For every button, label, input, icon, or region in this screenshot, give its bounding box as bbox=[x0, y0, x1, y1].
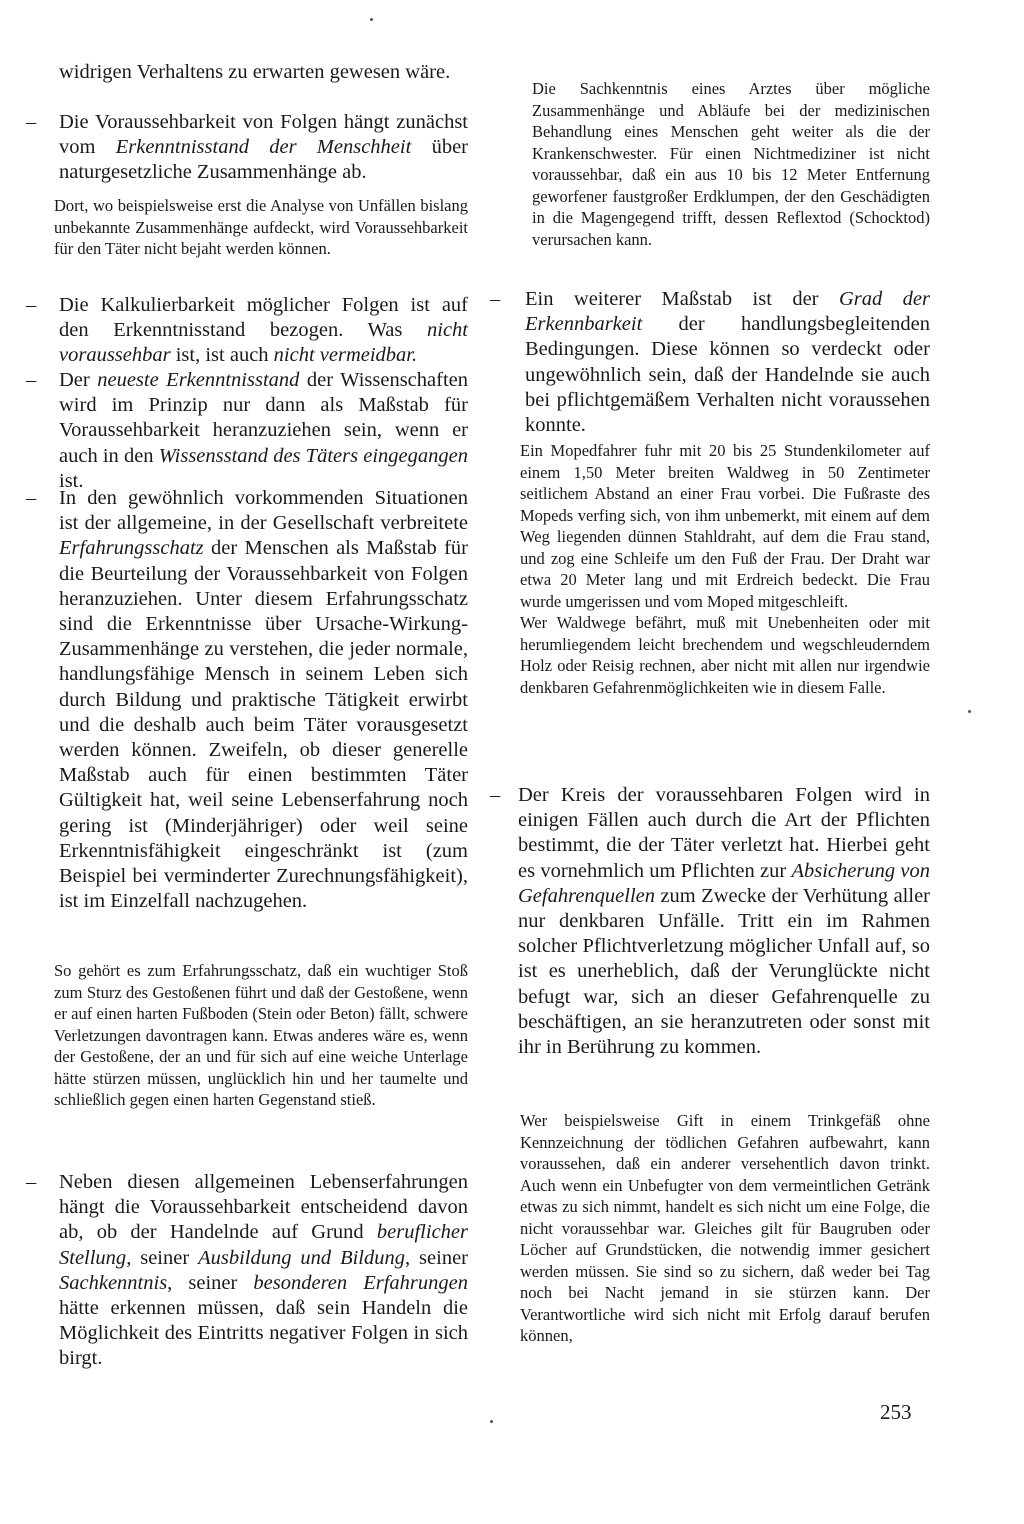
example-paragraph: Wer beispielsweise Gift in einem Trinkgefäß ohne Kennzeichnung der tödlichen Gefahren aufbewahrt, kann voraussehen, daß ein anderer versehentlich davon trinkt. Auch wenn ein Unbefugter von dem vermeintlichen Getränk etwas zu sich nimmt, handelt es sich nicht um eine Folge, die nicht voraussehbar war. Gleiches gilt für Baugruben oder Löcher auf Grundstücken, die notwendig immer gesichert werden müssen. Sie sind so zu sichern, daß weder bei Tag noch bei Nacht jemand in sie stürzen kann. Der Verantwortliche wird sich nicht mit Erfolg darauf berufen können, bbox=[520, 1111, 930, 1345]
bullet-paragraph: – Neben diesen allgemeinen Lebenserfahrungen hängt die Voraussehbarkeit entscheidend davon ab, ob der Handelnde auf Grund beruflicher Stellung, seiner Ausbildung und Bildung, seiner Sachkenntnis, seiner besonderen Erfahrungen hätte erkennen müssen, daß sein Handeln die Möglichkeit des Eintritts negativer Folgen in sich birgt. bbox=[26, 1171, 469, 1370]
dash-bullet: – bbox=[490, 288, 501, 310]
dash-bullet: – bbox=[26, 294, 37, 316]
bullet-paragraph: – Die Kalkulierbarkeit möglicher Folgen ist auf den Erkenntnisstand bezogen. Was nicht voraussehbar ist, ist auch nicht vermeidbar. bbox=[26, 294, 468, 367]
paragraph-continuation: widrigen Verhaltens zu erwarten gewesen wäre. bbox=[59, 61, 451, 83]
example-paragraph: Die Sachkenntnis eines Arztes über mögliche Zusammenhänge und Abläufe bei der medizinischen Behandlung eines Menschen geht weiter als die der Krankenschwester. Für einen Nichtmediziner ist nicht voraussehbar, daß ein aus 10 bis 12 Meter Entfernung geworfener faustgroßer Erdklumpen, der den Geschädigten in die Magengegend trifft, dessen Reflextod (Schocktod) verursachen kann. bbox=[532, 79, 930, 249]
dash-bullet: – bbox=[26, 369, 37, 391]
scan-speck bbox=[490, 1420, 493, 1423]
example-paragraph: Dort, wo beispielsweise erst die Analyse von Unfällen bislang unbekannte Zusammenhänge aufdeckt, wird Voraussehbarkeit für den Täter nicht bejaht werden können. bbox=[54, 196, 468, 258]
dash-bullet: – bbox=[490, 784, 501, 806]
example-paragraph: So gehört es zum Erfahrungsschatz, daß ein wuchtiger Stoß zum Sturz des Gestoßenen führt und daß der Gestoßene, wenn er auf einen harten Fußboden (Stein oder Beton) fällt, schwere Verletzungen davontragen kann. Etwas anderes wäre es, wenn der Gestoßene, der an und für sich auf eine weiche Unterlage hätte stürzen müssen, unglücklich hin und her taumelte und schließlich gegen einen harten Gegenstand stieß. bbox=[54, 961, 468, 1109]
bullet-paragraph: – Der neueste Erkenntnisstand der Wissenschaften wird im Prinzip nur dann als Maßstab für Voraussehbarkeit heranzuziehen sein, wenn er auch in den Wissensstand des Täters eingegangen ist. bbox=[26, 369, 468, 492]
bullet-paragraph: – Die Voraussehbarkeit von Folgen hängt zunächst vom Erkenntnisstand der Menschheit über naturgesetzliche Zusammenhänge ab. bbox=[26, 111, 468, 184]
scan-speck bbox=[968, 710, 971, 713]
dash-bullet: – bbox=[26, 1171, 37, 1193]
bullet-paragraph: – Der Kreis der voraussehbaren Folgen wird in einigen Fällen auch durch die Art der Pflichten bestimmt, die der Täter verletzt hat. Hierbei geht es vornehmlich um Pflichten zur Absicherung von Gefahrenquellen zum Zwecke der Verhütung aller nur denkbaren Unfälle. Tritt ein im Rahmen solcher Pflichtverletzung möglicher Unfall auf, so ist es unerheblich, daß der Verunglückte nicht befugt war, sich an dieser Gefahrenquelle zu beschäftigen, an sie heranzutreten oder sonst mit ihr in Berührung zu kommen. bbox=[490, 784, 930, 1059]
bullet-paragraph: – In den gewöhnlich vorkommenden Situationen ist der allgemeine, in der Gesellschaft verbreitete Erfahrungsschatz der Menschen als Maßstab für die Beurteilung der Voraussehbarkeit von Folgen heranzuziehen. Unter diesem Erfahrungsschatz sind die Erkenntnisse über Ursache-Wirkung-Zusammenhänge zu verstehen, die jeder normale, handlungsfähige Mensch in seinem Leben sich durch Bildung und praktische Tätigkeit erwirbt und die deshalb auch beim Täter vorausgesetzt werden können. Zweifeln, ob dieser generelle Maßstab auch für einen bestimmten Täter Gültigkeit hat, weil seine Lebenserfahrung noch gering ist (Minderjähriger) oder weil seine Erkenntnisfähigkeit eingeschränkt ist (zum Beispiel bei verminderter Zurechnungsfähigkeit), ist im Einzelfall nachzugehen. bbox=[26, 487, 468, 913]
dash-bullet: – bbox=[26, 111, 37, 133]
dash-bullet: – bbox=[26, 487, 37, 509]
page-number: 253 bbox=[880, 1400, 912, 1424]
example-paragraph: Ein Mopedfahrer fuhr mit 20 bis 25 Stundenkilometer auf einem 1,50 Meter breiten Waldweg in 50 Zentimeter seitlichem Abstand an einer Frau vorbei. Die Fußraste des Mopeds verfing sich, von ihm unbemerkt, mit einem auf dem Weg liegenden dünnen Stahldraht, auf dem die Frau stand, und zog eine Schleife um den Fuß der Frau. Der Draht war etwa 20 Meter lang und mit Erdreich bedeckt. Die Frau wurde umgerissen und vom Moped mitgeschleift. Wer Waldwege befährt, muß mit Unebenheiten oder mit herumliegendem leicht brechendem und wegschleuderndem Holz oder Reisig rechnen, aber nicht mit allen nur irgendwie denkbaren Gefahrenmöglichkeiten wie in diesem Falle. bbox=[520, 441, 930, 697]
bullet-paragraph: – Ein weiterer Maßstab ist der Grad der Erkennbarkeit der handlungsbegleitenden Bedingungen. Diese können so verdeckt oder ungewöhnlich sein, daß der Handelnde sie auch bei pflichtgemäßem Verhalten nicht voraussehen konnte. bbox=[490, 288, 930, 437]
scan-speck bbox=[370, 18, 373, 21]
